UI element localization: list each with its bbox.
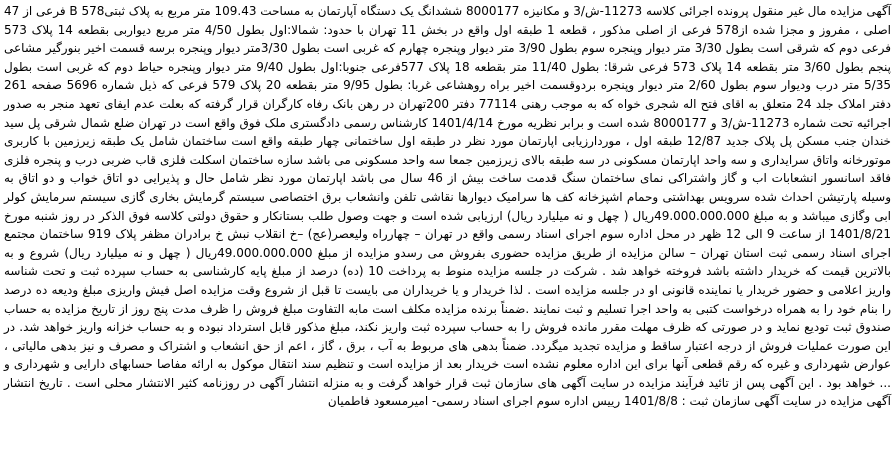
notice-body-text: آگهی مزایده مال غیر منقول پرونده اجرائی کلاسه 11273-ش/3 و مکانیزه 8000177 ششدانگ یک دستگاه آپارتمان به مساحت 109.43 متر مربع به پلاک ثبتی578 B فرعی از 47 اصلی ، مفروز و مجزا شده از578 فرعی از اصلی مذکور ، قطعه 1 طبقه اول واقع در بخش 11 تهران با حدود: شمالا:اول بطول 4/50 متر مربع دیواربی بقطعه 14 پلاک 573 فرعی دوم که شرقی است بطول 3/30 متر دیوار وپنجره سوم بطول 3/90 متر دیوار وپنجره چهارم که غربی است بطول 3/30متر دیوار وپنجره برسه قسمت اخیر بنورگیر مشاعی پنجم بطول 3/60 متر بقطعه 14 پلاک 573 فرعی شرقا: بطول 11/40 متر بقطعه 18 پلاک 577فرعی جنوبا:اول بطول 9/40 متر دیوار وپنجره حیاط دوم که غربی است بطول 5/35 متر درب ودیوار سوم بطول 2/60 متر دیوار وپنجره بردوقسمت اخیر براه روهشاعی غربا: بطول 9/95 متر بقطعه 20 پلاک 579 فرعی که ذیل شماره 5696 صفحه 261 دفتر املاک جلد 24 متعلق به اقای فتح اله شجری خواه که به موجب رهنی 77114 دفتر 200تهران در رهن بانک رفاه کارگران قرار گرفته که بعلت عدم ایفای تعهد منجر به صدور اجرائیه تحت شماره 11273-ش/3 و 8000177 شده است و برابر نظریه مورخ 1401/4/14 کارشناس رسمی دادگستری ملک فوق واقع است در تهران ضلع شمال شرقی پل سید خندان جنب مسکن پل پلاک جدید 12/87 طبقه اول ، موردارزیابی اپارتمان مورد نظر در طبقه اول ساختمانی چهار طبقه واقع است ساختمان شامل یک طبقه زیرزمین با کاربری موتورخانه واتاق سرایداری و سه واحد اپارتمان مسکونی در سه طبقه بالای زیرزمین جمعا سه واحد مسکونی می باشد سازه ساختمان اسکلت فلزی قاب ضربی درب و پنجره فلزی فاقد اسانسور انشعابات اب و گاز واشتراکی نمای ساختمان سنگ قدمت ساخت بیش از 46 سال می باشد اپارتمان مورد نظر شامل حال و پذیرایی دو اتاق خواب و دو اتاق به وسیله پارتیشن احداث شده سرویس بهداشتی وحمام اشپزخانه کف ها سرامیک دیوارها نقاشی تلفن وانشعاب برق اختصاصی سیستم گرمایش بخاری گازی سیستم سرمایش کولر ابی وگازی میباشد و به مبلغ 49.000.000.000ریال ( چهل و نه میلیارد ریال) ارزیابی شده است و جهت وصول طلب بستانکار و حقوق دولتی کلاسه فوق الذکر در روز شنبه مورخ 1401/8/21 از ساعت 9 الی 12 ظهر در محل اداره سوم اجرای اسناد رسمی واقع در تهران – چهارراه ولیعصر(عج) –خ انقلاب نبش خ برادران مظفر پلاک 919 ساختمان مجتمع اجرای اسناد رسمی ثبت استان تهران – سالن مزایده از طریق مزایده حضوری بفروش می رسدو مزایده از مبلغ 49.000.000.000ریال ( چهل و نه میلیارد ریال) شروع و به بالاترین قیمت که خریدار داشته باشد فروخته خواهد شد . شرکت در جلسه مزایده منوط به پرداخت 10 (ده) درصد از مبلغ پایه کارشناسی به حساب سپرده ثبت و تحت شناسه واریز اعلامی و حضور خریدار یا نماینده قانونی او در جلسه مزایده است . لذا خریدار و یا خریداران می بایست تا قبل از شروع وقت مزایده اصل فیش واریزی مبلغ ودیعه ده درصد را بنام خود را به همراه درخواست کتبی به واحد اجرا تسلیم و ثبت نمایند .ضمناً برنده مزایده مکلف است مابه التفاوت مبلغ فروش را ظرف مدت پنج روز از تاریخ مزایده به حساب صندوق ثبت تودیع نماید و در صورتی که ظرف مهلت مقرر مانده فروش را به حساب سپرده ثبت واریز نکند، مبلغ مذکور قابل استرداد نبوده و به حساب خزانه واریز خواهد شد. در این صورت عملیات فروش از درجه اعتبار ساقط و مزایده تجدید میگردد. ضمناً بدهی های مربوط به آب ، برق ، گاز ، اعم از حق انشعاب و اشتراک و مصرف و نیز بدهی مالیاتی ، عوارض شهرداری و غیره که رقم قطعی آنها برای این اداره معلوم نشده است خریدار بعد از مزایده است و تنظیم سند انتقال موکول به ارائه مفاصا حسابهای دارایی و شهرداری و ... خواهد بود . این آگهی پس از تائید فرآیند مزایده در سایت آگهی های سازمان ثبت قرار خواهد گرفت و به منزله انتشار آگهی در روزنامه کثیر الانتشار محلی است . تاریخ انتشار آگهی مزایده در سایت آگهی سازمان ثبت : 1401/8/8 رییس اداره سوم اجرای اسناد رسمی- امیرمسعود فاطمیان: [4, 4, 892, 409]
